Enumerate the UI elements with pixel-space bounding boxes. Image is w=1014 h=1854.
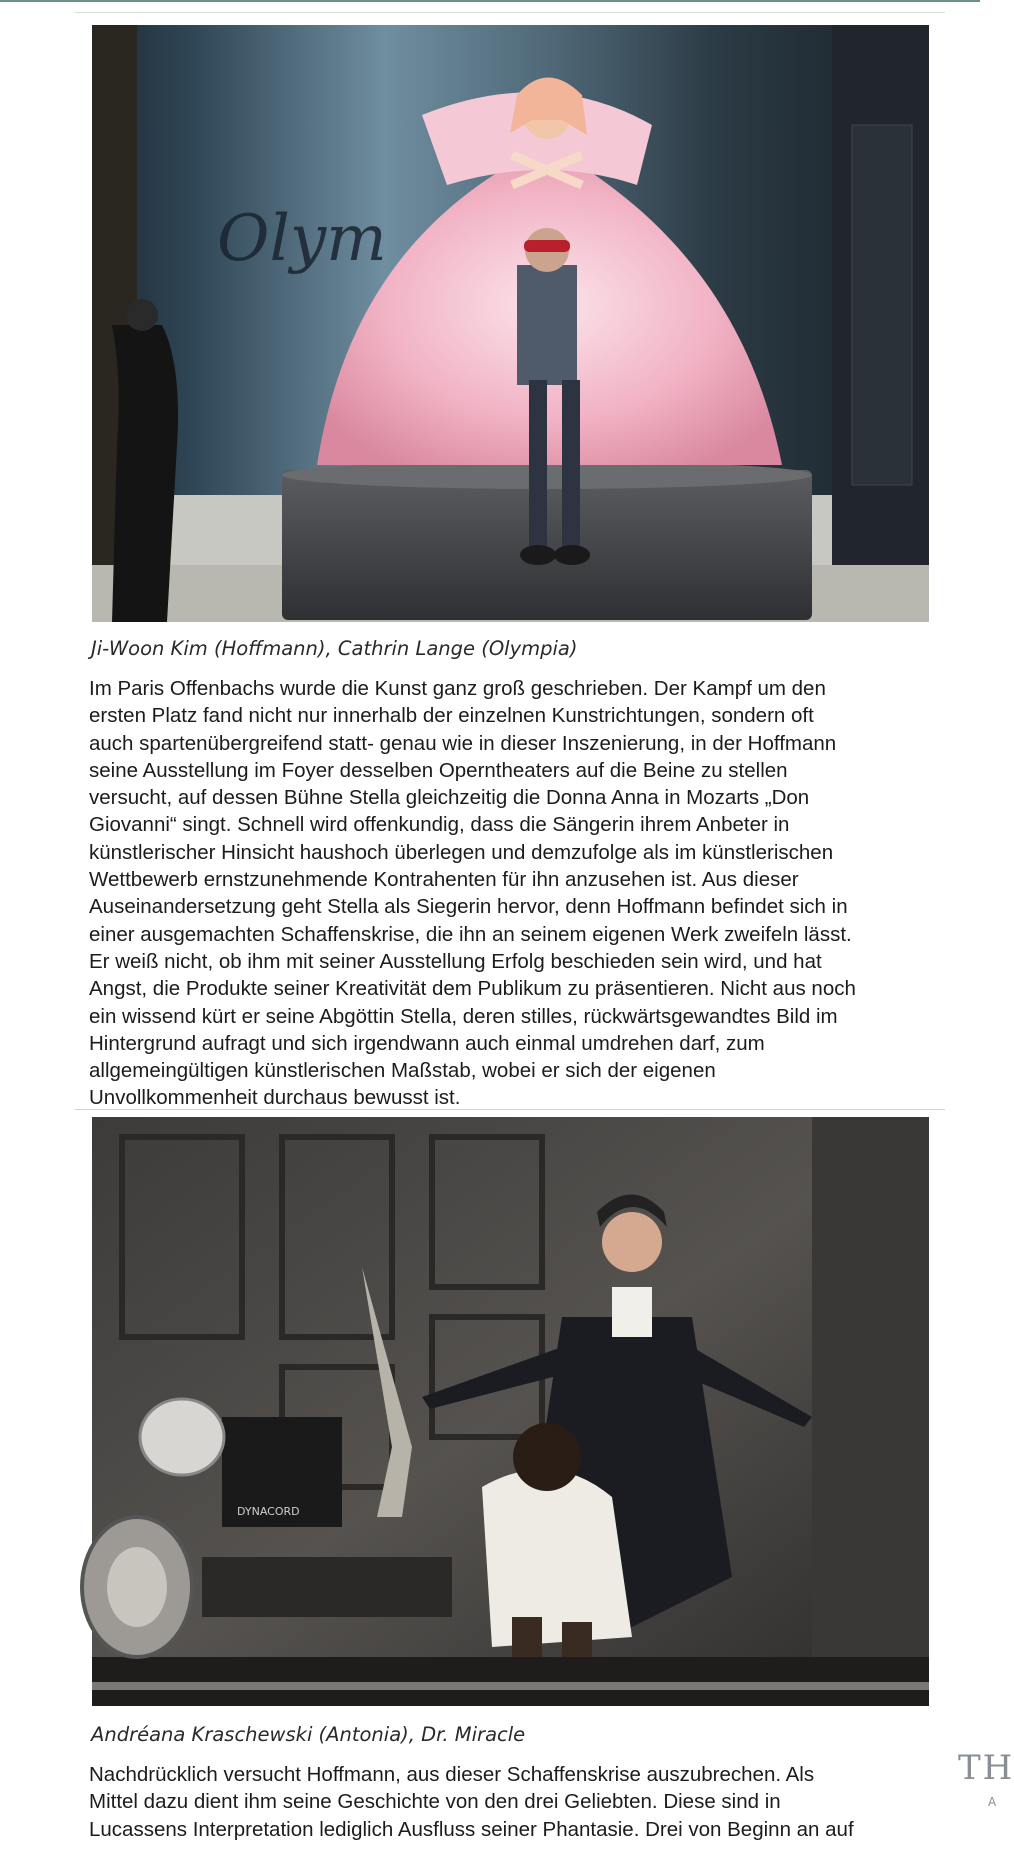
- top-accent-rule: [0, 0, 980, 2]
- paragraph-line: Mittel dazu dient ihm seine Geschichte von den drei Geliebten. Diese sind in: [89, 1790, 781, 1814]
- paragraph-line: Angst, die Produkte seiner Kreativität dem Publikum zu präsentieren. Nicht aus noch: [89, 977, 856, 1001]
- photo-olympia-scene: [92, 25, 929, 622]
- paragraph-line: seine Ausstellung im Foyer desselben Operntheaters auf die Beine zu stellen: [89, 758, 788, 782]
- paragraph-line: Unvollkommenheit durchaus bewusst ist.: [89, 1086, 461, 1110]
- paragraph-line: Hintergrund aufragt und sich irgendwann auch einmal umdrehen darf, zum: [89, 1031, 765, 1055]
- photo-caption: Andréana Kraschewski (Antonia), Dr. Miracle: [91, 1723, 526, 1746]
- paragraph-line: versucht, auf dessen Bühne Stella gleichzeitig die Donna Anna in Mozarts „Don: [89, 786, 810, 810]
- side-logo-subtext: A: [988, 1795, 997, 1809]
- article-paragraph: [89, 1761, 854, 1843]
- paragraph-line: auch spartenübergreifend statt- genau wie in dieser Inszenierung, in der Hoffmann: [89, 731, 837, 755]
- paragraph-line: ersten Platz fand nicht nur innerhalb der einzelnen Kunstrichtungen, sondern oft: [89, 704, 814, 728]
- paragraph-line: Giovanni“ singt. Schnell wird offenkundig, dass die Sängerin ihrem Anbeter in: [89, 813, 790, 837]
- paragraph-line: Auseinandersetzung geht Stella als Siegerin hervor, denn Hoffmann befindet sich in: [89, 895, 848, 919]
- paragraph-line: Lucassens Interpretation lediglich Ausfluss seiner Phantasie. Drei von Beginn an auf: [89, 1817, 854, 1841]
- paragraph-line: allgemeingültigen künstlerischen Maßstab, wobei er sich der eigenen: [89, 1059, 716, 1083]
- top-divider: [75, 12, 945, 13]
- paragraph-line: Wettbewerb ernstzunehmende Kontrahenten für ihn anzusehen ist. Aus dieser: [89, 868, 799, 892]
- paragraph-line: Im Paris Offenbachs wurde die Kunst ganz groß geschrieben. Der Kampf um den: [89, 677, 826, 700]
- side-logo-fragment: TH: [958, 1748, 1014, 1788]
- paragraph-line: Er weiß nicht, ob ihm mit seiner Ausstellung Erfolg beschieden sein wird, und hat: [89, 949, 822, 973]
- paragraph-line: ein wissend kürt er seine Abgöttin Stella, deren stilles, rückwärtsgewandtes Bild im: [89, 1004, 838, 1028]
- paragraph-line: Nachdrücklich versucht Hoffmann, aus dieser Schaffenskrise auszubrechen. Als: [89, 1763, 815, 1786]
- article-paragraph: [89, 675, 856, 1112]
- photo-caption: Ji-Woon Kim (Hoffmann), Cathrin Lange (Olympia): [91, 637, 578, 660]
- amp-brand-label: DYNACORD: [237, 1505, 300, 1518]
- paragraph-line: künstlerischer Hinsicht haushoch überlegen und demzufolge als im künstlerischen: [89, 840, 834, 864]
- backdrop-lettering: Olym: [217, 202, 387, 276]
- photo-antonia-scene: [92, 1117, 929, 1706]
- section-divider: [75, 1109, 945, 1110]
- paragraph-line: einer ausgemachten Schaffenskrise, die ihn an seinem eigenen Werk zweifeln lässt.: [89, 922, 852, 946]
